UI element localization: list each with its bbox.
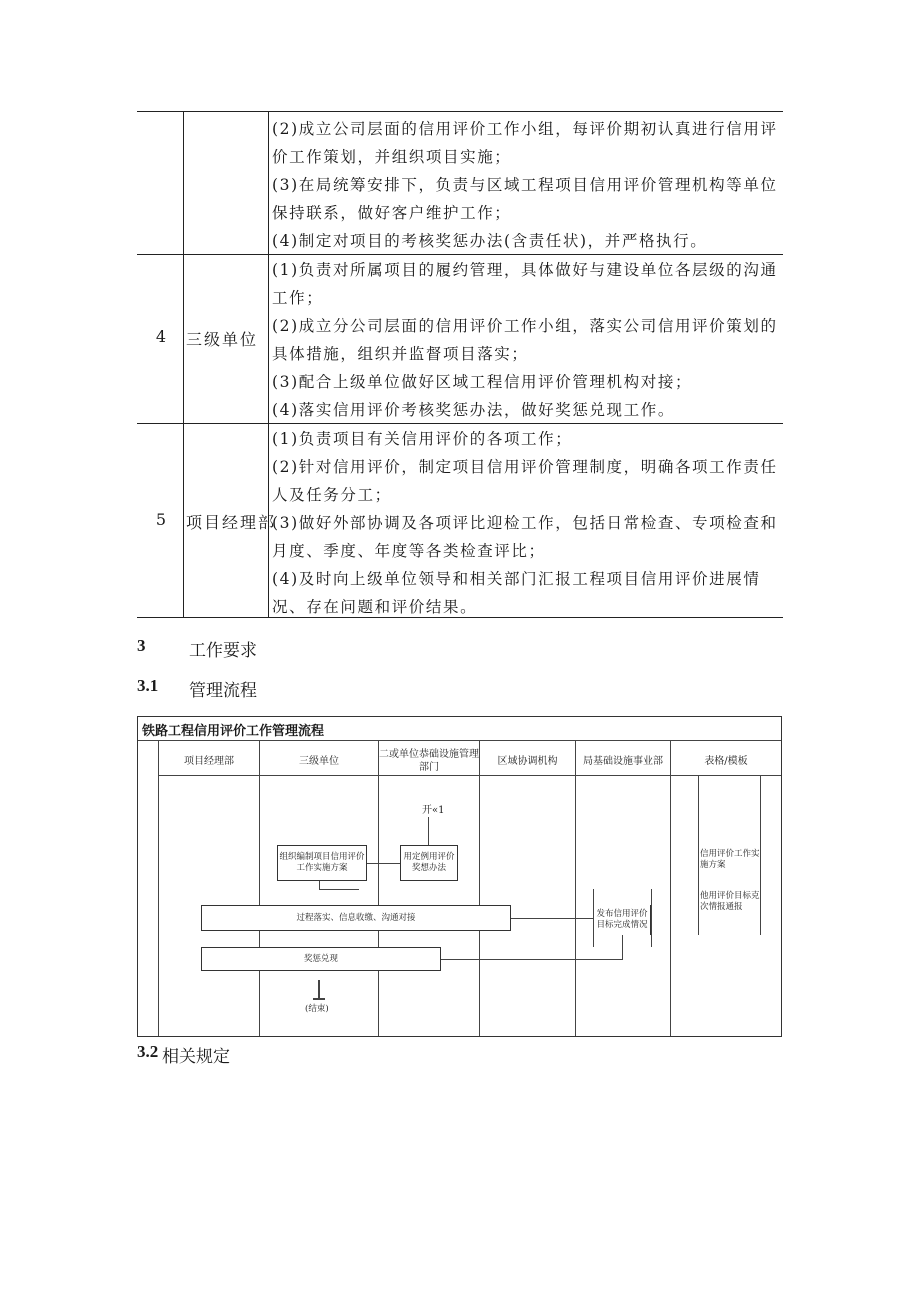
section-title: 工作要求	[189, 641, 257, 661]
lane-divider	[698, 775, 699, 935]
org-name: 项目经理部	[186, 513, 277, 532]
lane-header: 项目经理部	[184, 755, 234, 767]
start-label: 开«1	[422, 805, 445, 816]
org-name: 三级单位	[186, 330, 259, 349]
section-heading-3	[137, 636, 257, 661]
lane-divider	[479, 740, 480, 1036]
connector	[428, 817, 429, 845]
divider	[138, 740, 781, 741]
divider	[158, 775, 781, 776]
duty-line: (4)制定对项目的考核奖惩办法(含责任状)，并严格执行。	[272, 232, 708, 250]
duty-line: (2)针对信用评价，制定项目信用评价管理制度，明确各项工作责任	[272, 458, 778, 476]
process-box: 过程落实、信息收缴、沟通对接	[201, 905, 511, 931]
lane-divider	[670, 740, 671, 1036]
lane-divider	[575, 740, 576, 1036]
duty-line: (4)落实信用评价考核奖惩办法，做好奖惩兑现工作。	[272, 401, 675, 419]
section-heading-3-1	[137, 676, 257, 701]
duty-line: (1)负责项目有关信用评价的各项工作；	[272, 430, 573, 448]
connector	[622, 935, 623, 959]
table-bottom-border	[137, 617, 783, 618]
template-item: 信用评价工作实施方案	[700, 849, 760, 870]
section-title: 相关规定	[162, 1047, 230, 1067]
connector	[651, 889, 652, 947]
duty-line: (4)及时向上级单位领导和相关部门汇报工程项目信用评价进展情	[272, 570, 761, 588]
publish-box: 发布信用评价目标完成情况	[593, 905, 651, 935]
lane-divider	[158, 740, 159, 1036]
lane-divider	[378, 740, 379, 1036]
plan-box: 组织编制项目信用评价工作实施方案	[277, 845, 367, 881]
connector	[593, 889, 594, 947]
section-heading-3-2	[137, 1042, 230, 1067]
flowchart	[137, 716, 782, 1037]
lane-header: 表格/模板	[704, 755, 748, 767]
reward-method-box: 用定例用评价奖想办法	[400, 845, 458, 881]
section-number: 3	[137, 636, 146, 655]
duty-line: 况、存在问题和评价结果。	[272, 598, 478, 616]
duty-line: 保持联系，做好客户维护工作；	[272, 204, 512, 222]
connector	[319, 889, 359, 890]
duty-line: 工作；	[272, 289, 324, 307]
section-number: 3.2	[137, 1042, 159, 1061]
lane-divider	[259, 740, 260, 1036]
duty-line: (1)负责对所属项目的履约管理，具体做好与建设单位各层级的沟通	[272, 261, 778, 279]
section-number: 3.1	[137, 676, 159, 695]
duty-line: (3)做好外部协调及各项评比迎检工作，包括日常检查、专项检查和	[272, 514, 778, 532]
duty-line: (2)成立分公司层面的信用评价工作小组，落实公司信用评价策划的	[272, 317, 778, 335]
flowchart-title: 铁路工程信用评价工作管理流程	[142, 724, 325, 739]
connector	[318, 980, 320, 998]
lane-header: 三级单位	[299, 755, 339, 767]
table-col-divider	[183, 111, 184, 617]
duty-line: (2)成立公司层面的信用评价工作小组，每评价期初认真进行信用评	[272, 120, 778, 138]
connector	[511, 918, 593, 919]
connector	[367, 863, 400, 864]
row-number: 4	[155, 327, 167, 346]
end-label: (结束)	[305, 1004, 329, 1014]
lane-header: 区域协调机构	[497, 755, 558, 767]
lane-header: 局基础设施事业部	[583, 755, 663, 767]
connector	[319, 881, 320, 889]
duty-line: 价工作策划，并组织项目实施；	[272, 148, 512, 166]
duty-line: 月度、季度、年度等各类检查评比；	[272, 542, 546, 560]
table-row-divider	[137, 254, 783, 255]
duty-line: 人及任务分工；	[272, 486, 392, 504]
connector	[313, 998, 325, 1000]
section-title: 管理流程	[189, 681, 257, 701]
table-col-divider	[268, 111, 269, 617]
row-number: 5	[155, 510, 167, 529]
lane-header: 二或单位恭础设施管理部门	[379, 749, 479, 773]
duty-line: 具体措施，组织并监督项目落实；	[272, 345, 529, 363]
reward-box: 奖惩兑现	[201, 947, 441, 971]
table-row-divider	[137, 423, 783, 424]
connector	[441, 959, 623, 960]
duty-line: (3)配合上级单位做好区域工程信用评价管理机构对接；	[272, 373, 693, 391]
template-item: 他用评价目标克次情报通报	[700, 891, 760, 912]
table-top-border	[137, 111, 783, 112]
duty-line: (3)在局统筹安排下，负责与区域工程项目信用评价管理机构等单位	[272, 176, 778, 194]
